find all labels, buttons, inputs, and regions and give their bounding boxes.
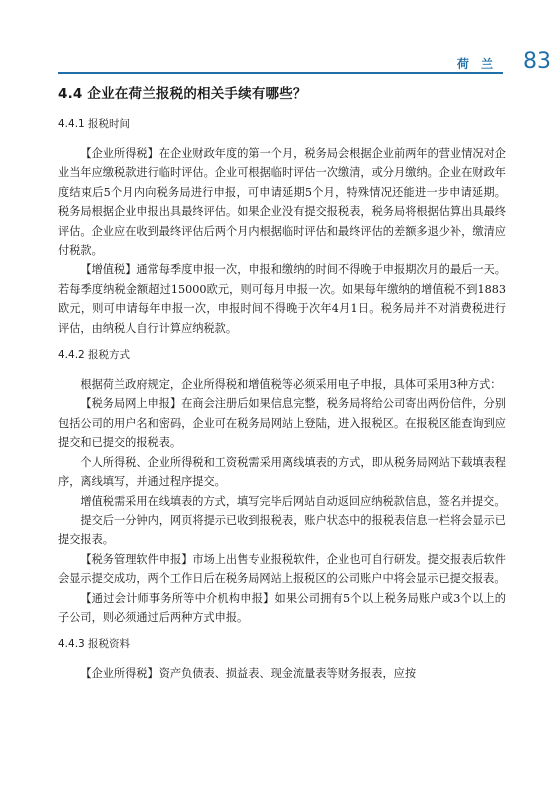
paragraph: 【税务局网上申报】在商会注册后如果信息完整，税务局将给公司寄出两份信件，分别包括公司的用户名和密码，企业可在税务局网站上登陆，进入报税区。在报税区能查询到应提交和已提交的报税表。 [58, 397, 506, 450]
subsection-title-filing-documents: 4.4.3 报税资料 [58, 638, 131, 651]
subsection-body-filing-documents [58, 664, 506, 683]
subsection-title-filing-method: 4.4.2 报税方式 [58, 349, 131, 362]
page-number: 83 [523, 49, 551, 74]
paragraph: 个人所得税、企业所得税和工资税需采用离线填表的方式，即从税务局网站下载填表程序，离线填写，并通过程序提交。 [58, 455, 506, 489]
paragraph: 【税务管理软件申报】市场上出售专业报税软件，企业也可自行研发。提交报表后软件会显示提交成功，两个工作日后在税务局网站上报税区的公司账户中将会显示已提交报表。 [58, 552, 506, 586]
subsection-title-filing-time: 4.4.1 报税时间 [58, 118, 131, 130]
header-country-label: 荷 兰 [456, 57, 497, 71]
paragraph: 【企业所得税】在企业财政年度的第一个月，税务局会根据企业前两年的营业情况对企业当年应缴税款进行临时评估。企业可根据临时评估一次缴清，或分月缴纳。企业在财政年度结束后5个月内向税务局进行申报，可申请延期5个月，特殊情况还能进一步申请延期。税务局根据企业申报出具最终评估。如果企业没有提交报税表，税务局将根据估算出具最终评估。企业应在收到最终评估后两个月内根据临时评估和最终评估的差额多退少补，缴清应付税款。 [58, 147, 506, 258]
paragraph: 提交后一分钟内，网页将提示已收到报税表，账户状态中的报税表信息一栏将会显示已提交报表。 [58, 513, 506, 547]
paragraph: 【通过会计师事务所等中介机构申报】如果公司拥有5个以上税务局账户或3个以上的子公司，则必须通过后两种方式申报。 [58, 591, 506, 624]
subsection-body-filing-time [58, 144, 506, 338]
section-title: 4.4 企业在荷兰报税的相关手续有哪些？ [58, 86, 307, 102]
paragraph: 根据荷兰政府规定，企业所得税和增值税等必须采用电子申报，具体可采用3种方式： [80, 378, 502, 392]
header-divider [58, 72, 503, 74]
paragraph: 【企业所得税】资产负债表、损益表、现金流量表等财务报表，应按 [80, 667, 417, 681]
paragraph: 【增值税】通常每季度申报一次，申报和缴纳的时间不得晚于申报期次月的最后一天。若每季度纳税金额超过15000欧元，则可每月申报一次。如果每年缴纳的增值税不到1883欧元，则可申请每年申报一次，申报时间不得晚于次年4月1日。税务局并不对消费税进行评估，由纳税人自行计算应纳税款。 [58, 263, 506, 335]
subsection-body-filing-method [58, 375, 506, 627]
paragraph: 增值税需采用在线填表的方式，填写完毕后网站自动返回应纳税款信息，签名并提交。 [80, 494, 506, 508]
page-content [58, 84, 506, 693]
